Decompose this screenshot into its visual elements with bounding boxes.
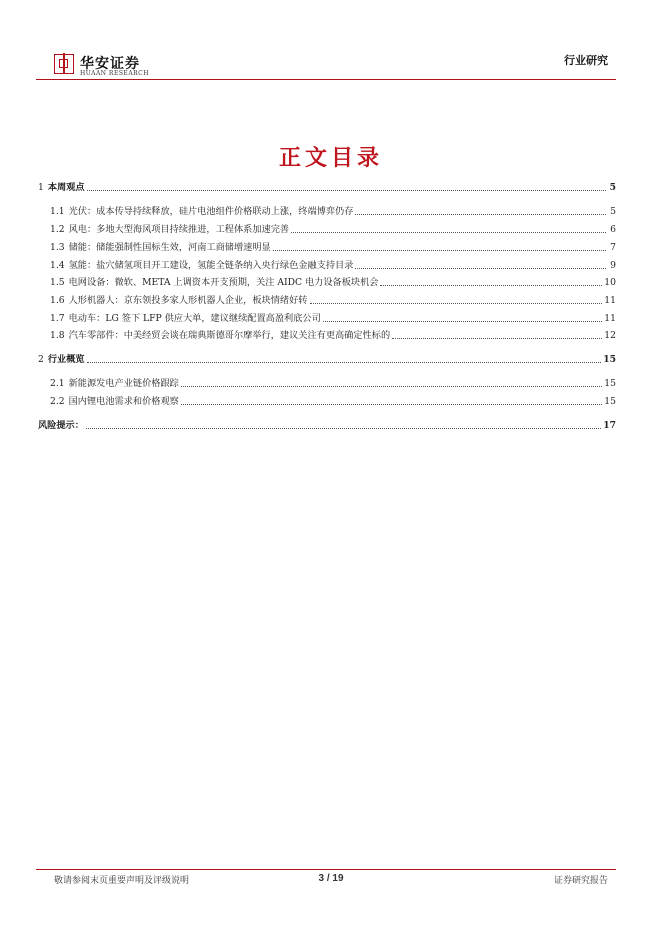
toc-text: 电网设备：微软、META 上调资本开支预期，关注 AIDC 电力设备板块机会 <box>68 277 379 288</box>
toc-num: 1.2 <box>50 224 65 235</box>
toc-leader <box>392 337 602 339</box>
toc-entry-1-8[interactable] <box>50 326 616 342</box>
header-divider <box>36 79 616 80</box>
toc-text: 国内锂电池需求和价格观察 <box>68 396 179 407</box>
toc-entry-2[interactable] <box>38 350 616 366</box>
toc-page: 5 <box>610 206 616 217</box>
toc-leader <box>380 284 602 286</box>
footer-disclaimer: 敬请参阅末页重要声明及评级说明 <box>54 876 190 886</box>
toc-leader <box>181 385 602 387</box>
toc-page: 10 <box>604 277 616 288</box>
toc-page: 15 <box>604 396 616 407</box>
footer-divider <box>36 869 616 870</box>
toc-page: 15 <box>603 354 616 365</box>
toc-page: 17 <box>603 420 616 431</box>
toc-num: 2.2 <box>50 396 65 407</box>
toc-num: 1.5 <box>50 277 65 288</box>
toc-entry-2-1[interactable] <box>50 374 616 390</box>
toc-entry-1-4[interactable] <box>50 256 616 272</box>
toc-text: 光伏：成本传导持续释放，硅片电池组件价格联动上涨，终端博弈仍存 <box>68 206 354 217</box>
toc-page: 9 <box>610 260 616 271</box>
report-category: 行业研究 <box>564 54 608 67</box>
toc-text: 汽车零部件：中美经贸会谈在瑞典斯德哥尔摩举行，建议关注有更高确定性标的 <box>68 330 391 341</box>
toc-leader <box>310 302 603 304</box>
toc-text: 风险提示： <box>38 420 84 431</box>
toc-num: 1.8 <box>50 330 65 341</box>
toc-text: 电动车：LG 签下 LFP 供应大单，建议继续配置高盈利底公司 <box>68 313 321 324</box>
toc-leader <box>355 213 606 215</box>
toc-entry-1-5[interactable] <box>50 273 616 289</box>
toc-entry-1-1[interactable] <box>50 202 616 218</box>
toc-leader <box>291 231 606 233</box>
toc-leader <box>273 249 606 251</box>
toc-entry-risk[interactable] <box>38 416 616 432</box>
toc-num: 1 <box>38 182 44 193</box>
toc-page: 5 <box>609 182 616 193</box>
toc-text: 氢能：盐穴储氢项目开工建设，氢能全链条纳入央行绿色金融支持目录 <box>68 260 354 271</box>
toc-text: 人形机器人：京东领投多家人形机器人企业，板块情绪好转 <box>68 295 308 306</box>
toc-page: 7 <box>610 242 616 253</box>
toc-text: 行业概览 <box>47 354 85 365</box>
toc-leader <box>87 361 602 363</box>
toc-leader <box>181 403 602 405</box>
toc-num: 1.1 <box>50 206 65 217</box>
toc-text: 本周观点 <box>47 182 85 193</box>
toc-page: 6 <box>610 224 616 235</box>
huaan-logo-icon <box>54 54 74 74</box>
toc-entry-1-3[interactable] <box>50 238 616 254</box>
toc-text: 新能源发电产业链价格跟踪 <box>68 378 179 389</box>
toc-num: 1.7 <box>50 313 65 324</box>
toc-text: 储能：储能强制性国标生效，河南工商储增速明显 <box>68 242 271 253</box>
toc-num: 1.4 <box>50 260 65 271</box>
toc-entry-1-2[interactable] <box>50 220 616 236</box>
toc-page: 11 <box>604 295 616 306</box>
page-header <box>0 0 662 90</box>
toc-text: 风电：多地大型海风项目持续推进，工程体系加速完善 <box>68 224 290 235</box>
toc-page: 11 <box>604 313 616 324</box>
toc-num: 1.3 <box>50 242 65 253</box>
footer-report-type: 证券研究报告 <box>553 876 608 886</box>
toc-leader <box>87 189 606 191</box>
toc-num: 2.1 <box>50 378 65 389</box>
toc-num: 1.6 <box>50 295 65 306</box>
toc-entry-2-2[interactable] <box>50 392 616 408</box>
toc-page: 12 <box>604 330 616 341</box>
toc-entry-1[interactable] <box>38 178 616 194</box>
toc-leader <box>355 267 606 269</box>
logo-name-en: HUAAN RESEARCH <box>80 70 149 77</box>
logo-name-cn: 华安证券 <box>80 56 140 72</box>
toc-num: 2 <box>38 354 44 365</box>
toc-entry-1-6[interactable] <box>50 291 616 307</box>
toc-leader <box>323 320 603 322</box>
toc-entry-1-7[interactable] <box>50 309 616 325</box>
toc-title: 正文目录 <box>278 145 383 171</box>
toc-leader <box>86 427 601 429</box>
page-number: 3 / 19 <box>318 873 344 884</box>
toc-page: 15 <box>604 378 616 389</box>
